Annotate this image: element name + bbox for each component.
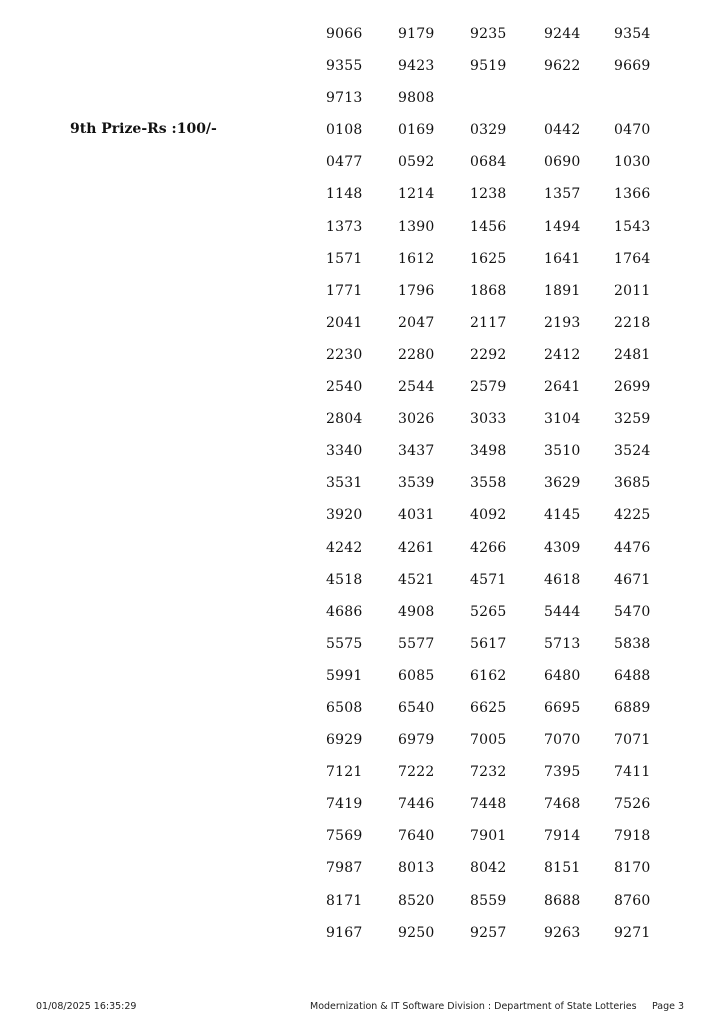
result-row [0, 695, 724, 727]
ticket-number: 4261 [398, 539, 435, 556]
result-row [0, 310, 724, 342]
ticket-number: 4145 [544, 507, 581, 524]
result-row [0, 342, 724, 374]
ticket-number: 7914 [544, 828, 581, 845]
ticket-number: 2804 [326, 411, 363, 428]
ticket-number: 7446 [398, 796, 435, 813]
ticket-number: 9669 [614, 58, 651, 75]
ticket-number: 4571 [470, 571, 507, 588]
ticket-number: 1571 [326, 250, 363, 267]
ticket-number: 4686 [326, 603, 363, 620]
ticket-number: 9423 [398, 58, 435, 75]
ticket-number: 8688 [544, 892, 581, 909]
ticket-number: 6480 [544, 667, 581, 684]
ticket-number: 5444 [544, 603, 581, 620]
ticket-number: 5617 [470, 635, 507, 652]
ticket-number: 6625 [470, 699, 507, 716]
ticket-number: 1543 [614, 218, 651, 235]
ticket-number: 8760 [614, 892, 651, 909]
ticket-number: 9235 [470, 26, 507, 42]
ticket-number: 2579 [470, 379, 507, 396]
result-row [0, 599, 724, 631]
result-row [0, 470, 724, 502]
ticket-number: 0690 [544, 154, 581, 171]
ticket-number: 0169 [398, 122, 435, 139]
ticket-number: 1868 [470, 282, 507, 299]
ticket-number: 4031 [398, 507, 435, 524]
ticket-number: 8171 [326, 892, 363, 909]
ticket-number: 5577 [398, 635, 435, 652]
ticket-number: 1214 [398, 186, 435, 203]
ticket-number: 5991 [326, 667, 363, 684]
result-row [0, 117, 724, 149]
ticket-number: 2041 [326, 314, 363, 331]
result-row [0, 406, 724, 438]
result-row [0, 791, 724, 823]
ticket-number: 8170 [614, 860, 651, 877]
ticket-number: 4309 [544, 539, 581, 556]
ticket-number: 1148 [326, 186, 363, 203]
ticket-number: 3033 [470, 411, 507, 428]
ticket-number: 5838 [614, 635, 651, 652]
ticket-number: 1373 [326, 218, 363, 235]
ticket-number: 8151 [544, 860, 581, 877]
page-footer [0, 1000, 724, 1016]
result-row [0, 53, 724, 85]
result-row [0, 663, 724, 695]
results-table [0, 21, 724, 952]
ticket-number: 0684 [470, 154, 507, 171]
ticket-number: 7071 [614, 732, 651, 749]
result-row [0, 214, 724, 246]
ticket-number: 9179 [398, 26, 435, 42]
result-row [0, 278, 724, 310]
ticket-number: 1390 [398, 218, 435, 235]
ticket-number: 7070 [544, 732, 581, 749]
ticket-number: 7901 [470, 828, 507, 845]
result-row [0, 374, 724, 406]
ticket-number: 1456 [470, 218, 507, 235]
ticket-number: 3920 [326, 507, 363, 524]
ticket-number: 1366 [614, 186, 651, 203]
ticket-number: 7005 [470, 732, 507, 749]
ticket-number: 4671 [614, 571, 651, 588]
ticket-number: 2292 [470, 346, 507, 363]
footer-page-number: Page 3 [652, 1001, 685, 1012]
ticket-number: 3558 [470, 475, 507, 492]
ticket-number: 2412 [544, 346, 581, 363]
ticket-number: 6695 [544, 699, 581, 716]
ticket-number: 7411 [614, 764, 651, 781]
ticket-number: 4476 [614, 539, 651, 556]
ticket-number: 0108 [326, 122, 363, 139]
ticket-number: 8520 [398, 892, 435, 909]
ticket-number: 6889 [614, 699, 651, 716]
ticket-number: 1641 [544, 250, 581, 267]
ticket-number: 7526 [614, 796, 651, 813]
ticket-number: 3259 [614, 411, 651, 428]
ticket-number: 6085 [398, 667, 435, 684]
ticket-number: 8013 [398, 860, 435, 877]
result-row [0, 823, 724, 855]
ticket-number: 1625 [470, 250, 507, 267]
ticket-number: 7419 [326, 796, 363, 813]
result-row [0, 888, 724, 920]
ticket-number: 9271 [614, 924, 651, 941]
ticket-number: 4242 [326, 539, 363, 556]
ticket-number: 5265 [470, 603, 507, 620]
ticket-number: 8559 [470, 892, 507, 909]
prize-label: 9th Prize-Rs :100/- [70, 121, 217, 138]
ticket-number: 1494 [544, 218, 581, 235]
ticket-number: 4266 [470, 539, 507, 556]
ticket-number: 2641 [544, 379, 581, 396]
ticket-number: 3510 [544, 443, 581, 460]
ticket-number: 3531 [326, 475, 363, 492]
result-row [0, 21, 724, 53]
ticket-number: 2280 [398, 346, 435, 363]
ticket-number: 9167 [326, 924, 363, 941]
ticket-number: 7121 [326, 764, 363, 781]
ticket-number: 9263 [544, 924, 581, 941]
ticket-number: 6508 [326, 699, 363, 716]
footer-division: Modernization & IT Software Division : Department of State Lotteries [310, 1001, 637, 1012]
ticket-number: 3524 [614, 443, 651, 460]
ticket-number: 6488 [614, 667, 651, 684]
ticket-number: 9066 [326, 26, 363, 42]
ticket-number: 0477 [326, 154, 363, 171]
result-row [0, 246, 724, 278]
ticket-number: 6979 [398, 732, 435, 749]
ticket-number: 4518 [326, 571, 363, 588]
ticket-number: 1357 [544, 186, 581, 203]
ticket-number: 6929 [326, 732, 363, 749]
result-row [0, 855, 724, 887]
ticket-number: 4908 [398, 603, 435, 620]
result-row [0, 149, 724, 181]
ticket-number: 7395 [544, 764, 581, 781]
ticket-number: 3629 [544, 475, 581, 492]
result-row [0, 759, 724, 791]
result-row [0, 535, 724, 567]
ticket-number: 9808 [398, 90, 435, 107]
ticket-number: 3685 [614, 475, 651, 492]
ticket-number: 1238 [470, 186, 507, 203]
ticket-number: 4225 [614, 507, 651, 524]
ticket-number: 2481 [614, 346, 651, 363]
ticket-number: 9519 [470, 58, 507, 75]
ticket-number: 2544 [398, 379, 435, 396]
ticket-number: 5713 [544, 635, 581, 652]
ticket-number: 6540 [398, 699, 435, 716]
ticket-number: 1764 [614, 250, 651, 267]
result-row [0, 567, 724, 599]
result-row [0, 727, 724, 759]
ticket-number: 4092 [470, 507, 507, 524]
ticket-number: 7569 [326, 828, 363, 845]
ticket-number: 2011 [614, 282, 651, 299]
ticket-number: 7448 [470, 796, 507, 813]
ticket-number: 0470 [614, 122, 651, 139]
ticket-number: 2218 [614, 314, 651, 331]
ticket-number: 0442 [544, 122, 581, 139]
ticket-number: 9355 [326, 58, 363, 75]
result-row [0, 631, 724, 663]
ticket-number: 1771 [326, 282, 363, 299]
ticket-number: 7987 [326, 860, 363, 877]
ticket-number: 7640 [398, 828, 435, 845]
result-row [0, 502, 724, 534]
ticket-number: 3539 [398, 475, 435, 492]
ticket-number: 2047 [398, 314, 435, 331]
ticket-number: 5470 [614, 603, 651, 620]
ticket-number: 3104 [544, 411, 581, 428]
ticket-number: 3340 [326, 443, 363, 460]
result-row [0, 181, 724, 213]
ticket-number: 9713 [326, 90, 363, 107]
ticket-number: 7468 [544, 796, 581, 813]
ticket-number: 2699 [614, 379, 651, 396]
ticket-number: 3498 [470, 443, 507, 460]
footer-datetime: 01/08/2025 16:35:29 [36, 1001, 137, 1012]
ticket-number: 4618 [544, 571, 581, 588]
ticket-number: 1891 [544, 282, 581, 299]
ticket-number: 9250 [398, 924, 435, 941]
ticket-number: 8042 [470, 860, 507, 877]
ticket-number: 2193 [544, 314, 581, 331]
ticket-number: 1612 [398, 250, 435, 267]
ticket-number: 9354 [614, 26, 651, 42]
ticket-number: 7232 [470, 764, 507, 781]
ticket-number: 0329 [470, 122, 507, 139]
ticket-number: 9622 [544, 58, 581, 75]
ticket-number: 3437 [398, 443, 435, 460]
ticket-number: 3026 [398, 411, 435, 428]
result-row [0, 85, 724, 117]
ticket-number: 2540 [326, 379, 363, 396]
ticket-number: 9244 [544, 26, 581, 42]
ticket-number: 7222 [398, 764, 435, 781]
ticket-number: 2230 [326, 346, 363, 363]
ticket-number: 1796 [398, 282, 435, 299]
ticket-number: 2117 [470, 314, 507, 331]
result-row [0, 438, 724, 470]
ticket-number: 1030 [614, 154, 651, 171]
ticket-number: 0592 [398, 154, 435, 171]
ticket-number: 7918 [614, 828, 651, 845]
ticket-number: 4521 [398, 571, 435, 588]
ticket-number: 5575 [326, 635, 363, 652]
ticket-number: 6162 [470, 667, 507, 684]
result-row [0, 920, 724, 952]
ticket-number: 9257 [470, 924, 507, 941]
